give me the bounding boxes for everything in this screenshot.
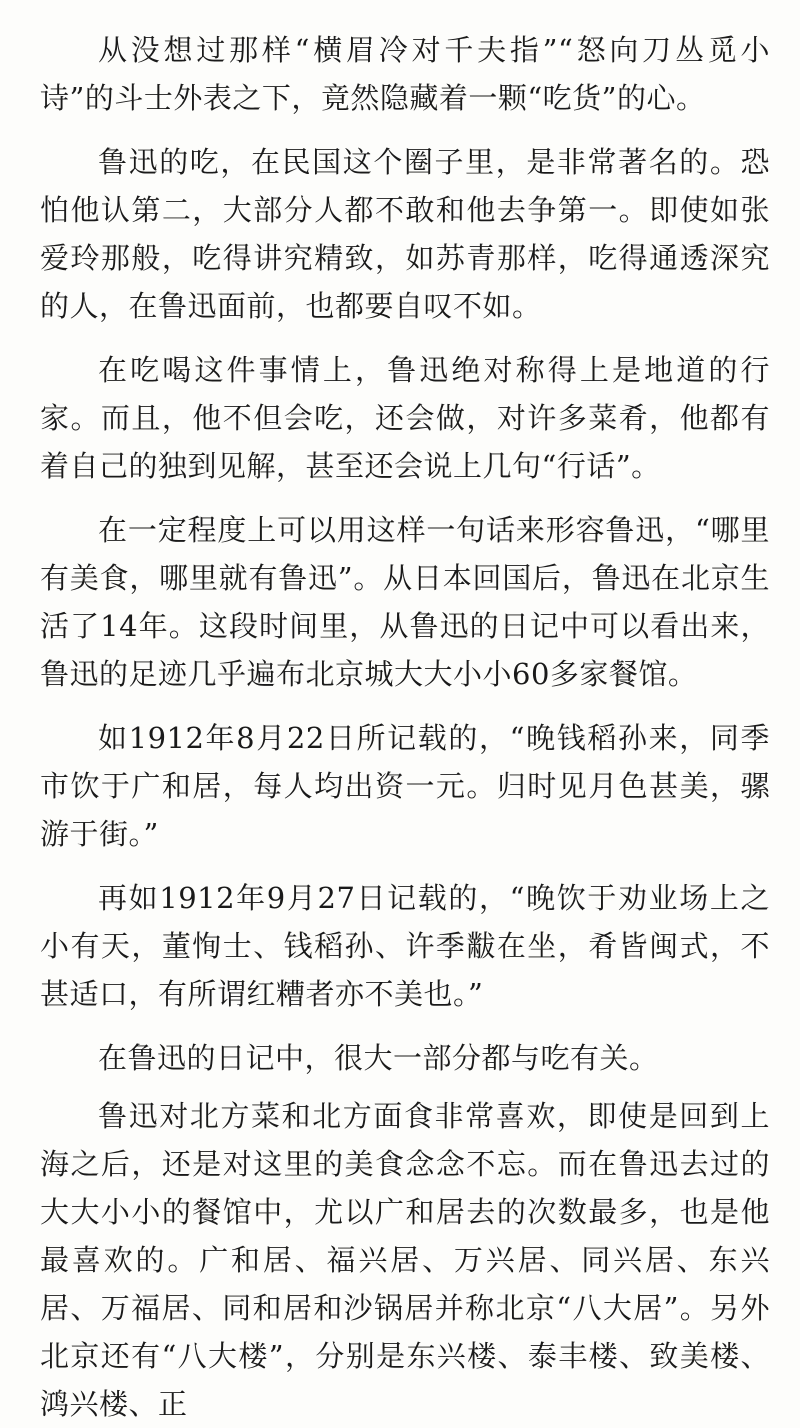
paragraph-3: 在吃喝这件事情上，鲁迅绝对称得上是地道的行家。而且，他不但会吃，还会做，对许多菜肴，他都有着自己的独到见解，甚至还会说上几句“行话”。 (40, 353, 770, 483)
paragraph-2: 鲁迅的吃，在民国这个圈子里，是非常著名的。恐怕他认第二，大部分人都不敢和他去争第一。即使如张爱玲那般，吃得讲究精致，如苏青那样，吃得通透深究的人，在鲁迅面前，也都要自叹不如。 (40, 145, 770, 323)
paragraph-5: 如1912年8月22日所记载的，“晚钱稻孙来，同季市饮于广和居，每人均出资一元。归时见月色甚美，骡游于街。” (40, 721, 770, 851)
paragraph-6: 再如1912年9月27日记载的，“晚饮于劝业场上之小有天，董恂士、钱稻孙、许季黻在坐，肴皆闽式，不甚适口，有所谓红糟者亦不美也。” (40, 881, 770, 1011)
paragraph-8: 鲁迅对北方菜和北方面食非常喜欢，即使是回到上海之后，还是对这里的美食念念不忘。而在鲁迅去过的大大小小的餐馆中，尤以广和居去的次数最多，也是他最喜欢的。广和居、福兴居、万兴居、同兴居、东兴居、万福居、同和居和沙锅居并称北京“八大居”。另外北京还有“八大楼”，分别是东兴楼、泰丰楼、致美楼、鸿兴楼、正 (40, 1099, 770, 1421)
paragraph-1: 从没想过那样“横眉冷对千夫指”“怒向刀丛觅小诗”的斗士外表之下，竟然隐藏着一颗“吃货”的心。 (40, 33, 770, 115)
paragraph-4: 在一定程度上可以用这样一句话来形容鲁迅，“哪里有美食，哪里就有鲁迅”。从日本回国后，鲁迅在北京生活了14年。这段时间里，从鲁迅的日记中可以看出来，鲁迅的足迹几乎遍布北京城大大小小60多家餐馆。 (40, 513, 770, 691)
paragraph-7: 在鲁迅的日记中，很大一部分都与吃有关。 (98, 1041, 659, 1075)
